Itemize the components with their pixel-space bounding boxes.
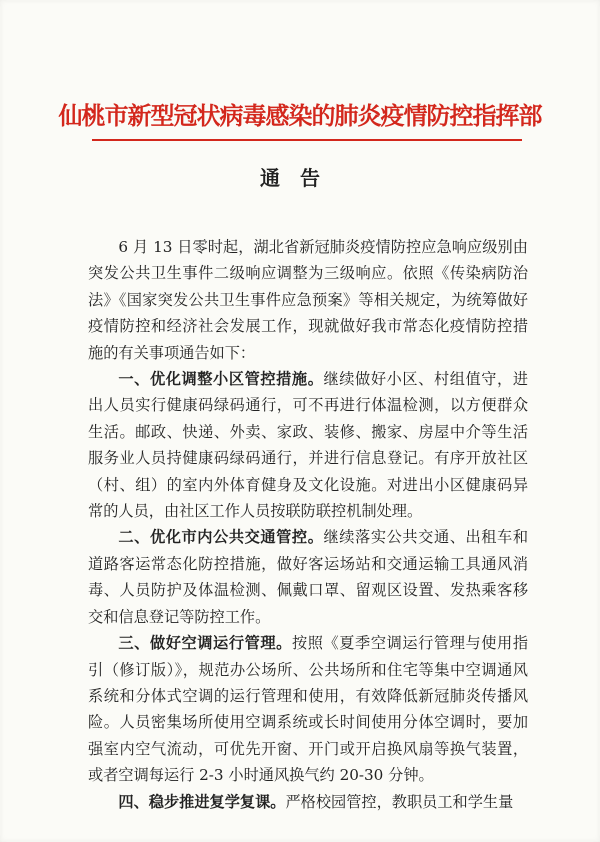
issuing-authority-header: 仙桃市新型冠状病毒感染的肺炎疫情防控指挥部 <box>58 101 542 130</box>
intro-paragraph: 6 月 13 日零时起，湖北省新冠肺炎疫情防控应急响应级别由突发公共卫生事件二级响应调整为三级响应。依照《传染病防治法》《国家突发公共卫生事件应急预案》等相关规定，为统筹做好疫情防控和经济社会发展工作，现就做好我市常态化疫情防控措施的有关事项通告如下： <box>88 238 528 362</box>
section-paragraph <box>88 366 528 524</box>
header-divider <box>92 139 522 141</box>
section-text: 按照《夏季空调运行管理与使用指引（修订版）》，规范办公场所、公共场所和住宅等集中空调通风系统和分体式空调的运行管理和使用，有效降低新冠肺炎传播风险。人员密集场所使用空调系统或长时间使用分体空调时，要加强室内空气流动，可优先开窗、开门或开启换风扇等换气装置，或者空调每运行 2-3 小时通风换气约 20-30 分钟。 <box>88 634 529 785</box>
notice-body <box>88 234 528 815</box>
section-paragraph <box>88 789 528 815</box>
section-heading: 二、优化市内公共交通管控。 <box>118 528 324 547</box>
section-paragraph <box>88 524 528 630</box>
section-heading: 一、优化调整小区管控措施。 <box>118 370 324 389</box>
section-paragraph <box>88 630 528 788</box>
section-text: 严格校园管控，教职员工和学生量 <box>285 792 514 811</box>
section-heading: 三、做好空调运行管理。 <box>118 634 292 653</box>
section-text: 继续落实公共交通、出租车和道路客运常态化防控措施，做好客运场站和交通运输工具通风消毒、人员防护及体温检测、佩戴口罩、留观区设置、发热乘客移交和信息登记等防控工作。 <box>88 528 529 626</box>
section-heading: 四、稳步推进复学复课。 <box>118 792 286 811</box>
section-text: 继续做好小区、村组值守，进出人员实行健康码绿码通行，可不再进行体温检测，以方便群众生活。邮政、快递、外卖、家政、装修、搬家、房屋中介等生活服务业人员持健康码绿码通行，并进行信息登记。有序开放社区（村、组）的室内外体育健身及文化设施。对进出小区健康码异常的人员，由社区工作人员按联防联控机制处理。 <box>88 370 529 521</box>
notice-title: 通告 <box>260 166 340 190</box>
